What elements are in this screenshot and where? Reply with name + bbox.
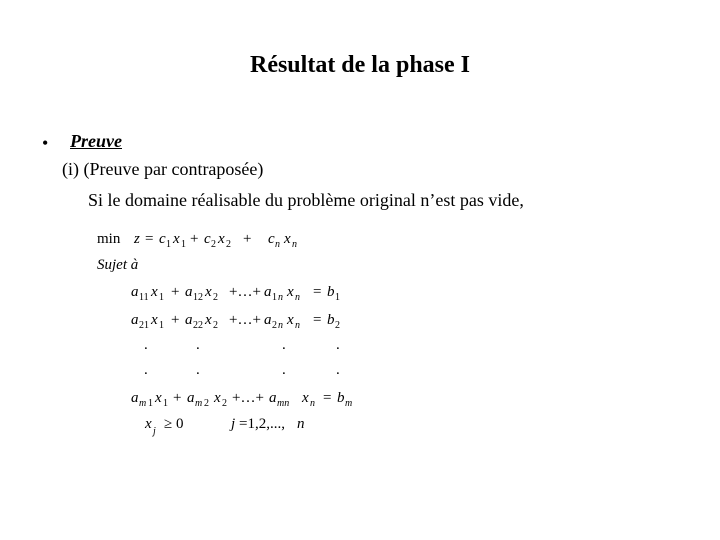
subject-to-label: Sujet à bbox=[97, 257, 139, 273]
svg-text:x: x bbox=[151, 312, 158, 328]
svg-text:n: n bbox=[310, 398, 315, 409]
svg-text:1: 1 bbox=[166, 239, 171, 250]
svg-text:x: x bbox=[205, 284, 212, 300]
nonnegativity-row bbox=[144, 416, 305, 437]
svg-text:n: n bbox=[297, 416, 305, 432]
svg-text:=1,2,...,: =1,2,..., bbox=[239, 416, 285, 432]
section-label-preuve: Preuve bbox=[70, 131, 122, 151]
svg-text:+: + bbox=[173, 390, 182, 406]
svg-text:b: b bbox=[327, 284, 335, 300]
svg-text:22: 22 bbox=[193, 320, 203, 331]
svg-text:a: a bbox=[131, 284, 139, 300]
svg-text:m: m bbox=[195, 398, 203, 409]
svg-text:x: x bbox=[155, 390, 162, 406]
svg-text:=: = bbox=[323, 390, 332, 406]
svg-text:b: b bbox=[327, 312, 335, 328]
svg-text:+…+: +…+ bbox=[232, 390, 264, 406]
svg-text:x: x bbox=[287, 284, 294, 300]
svg-text:2: 2 bbox=[211, 239, 216, 250]
svg-text:a: a bbox=[185, 312, 193, 328]
svg-text:2: 2 bbox=[204, 398, 209, 409]
svg-text:mn: mn bbox=[277, 398, 290, 409]
svg-text:a: a bbox=[131, 390, 139, 406]
svg-text:x: x bbox=[145, 416, 152, 432]
proof-line-domain: Si le domaine réalisable du problème original n’est pas vide, bbox=[88, 190, 524, 210]
svg-text:a: a bbox=[264, 312, 272, 328]
svg-text:x: x bbox=[205, 312, 212, 328]
svg-text:12: 12 bbox=[193, 292, 203, 303]
svg-text:n: n bbox=[295, 292, 300, 303]
svg-text:.: . bbox=[144, 362, 148, 378]
svg-text:.: . bbox=[196, 362, 200, 378]
svg-text:a: a bbox=[269, 390, 277, 406]
svg-text:+: + bbox=[171, 312, 180, 328]
svg-text:1: 1 bbox=[163, 398, 168, 409]
svg-text:a: a bbox=[131, 312, 139, 328]
proof-line-contraposition: (i) (Preuve par contraposée) bbox=[62, 159, 264, 179]
svg-text:≥ 0: ≥ 0 bbox=[164, 416, 184, 432]
svg-text:1: 1 bbox=[181, 239, 186, 250]
svg-text:2: 2 bbox=[272, 320, 277, 331]
slide-title: Résultat de la phase I bbox=[249, 52, 471, 78]
svg-text:n: n bbox=[295, 320, 300, 331]
svg-text:x: x bbox=[284, 231, 291, 247]
svg-text:c: c bbox=[268, 231, 275, 247]
svg-text:x: x bbox=[173, 231, 180, 247]
svg-text:a: a bbox=[187, 390, 195, 406]
svg-text:min: min bbox=[97, 231, 121, 247]
svg-text:21: 21 bbox=[139, 320, 149, 331]
svg-text:b: b bbox=[337, 390, 345, 406]
svg-text:x: x bbox=[214, 390, 221, 406]
svg-text:z: z bbox=[134, 231, 140, 247]
svg-text:.: . bbox=[336, 337, 340, 353]
svg-text:+: + bbox=[190, 231, 199, 247]
svg-text:+…+: +…+ bbox=[229, 284, 261, 300]
svg-text:2: 2 bbox=[335, 320, 340, 331]
svg-text:a: a bbox=[185, 284, 193, 300]
svg-text:+: + bbox=[243, 231, 252, 247]
constraint-row-1 bbox=[131, 284, 340, 303]
svg-text:.: . bbox=[336, 362, 340, 378]
svg-text:+…+: +…+ bbox=[229, 312, 261, 328]
svg-text:+: + bbox=[171, 284, 180, 300]
svg-text:j: j bbox=[231, 416, 236, 432]
constraint-row-2 bbox=[131, 312, 340, 331]
svg-text:.: . bbox=[282, 362, 286, 378]
svg-text:a: a bbox=[264, 284, 272, 300]
svg-text:x: x bbox=[151, 284, 158, 300]
svg-text:m: m bbox=[139, 398, 147, 409]
svg-text:1: 1 bbox=[148, 398, 153, 409]
svg-text:2: 2 bbox=[222, 398, 227, 409]
svg-text:1: 1 bbox=[272, 292, 277, 303]
svg-text:11: 11 bbox=[139, 292, 149, 303]
svg-text:2: 2 bbox=[213, 320, 218, 331]
svg-text:n: n bbox=[278, 320, 283, 331]
svg-text:n: n bbox=[275, 239, 280, 250]
svg-text:1: 1 bbox=[159, 320, 164, 331]
svg-text:j: j bbox=[153, 426, 156, 437]
svg-text:n: n bbox=[278, 292, 283, 303]
svg-text:1: 1 bbox=[335, 292, 340, 303]
ellipsis-rows bbox=[144, 337, 340, 378]
svg-text:=: = bbox=[313, 284, 322, 300]
svg-text:x: x bbox=[287, 312, 294, 328]
svg-text:1: 1 bbox=[159, 292, 164, 303]
svg-text:x: x bbox=[218, 231, 225, 247]
svg-text:m: m bbox=[345, 398, 353, 409]
svg-text:c: c bbox=[204, 231, 211, 247]
bullet-marker: • bbox=[42, 133, 49, 153]
svg-text:x: x bbox=[302, 390, 309, 406]
svg-text:2: 2 bbox=[213, 292, 218, 303]
svg-text:=: = bbox=[313, 312, 322, 328]
svg-text:.: . bbox=[282, 337, 286, 353]
objective-row bbox=[97, 231, 297, 250]
svg-text:.: . bbox=[196, 337, 200, 353]
svg-text:n: n bbox=[292, 239, 297, 250]
svg-text:c: c bbox=[159, 231, 166, 247]
svg-text:2: 2 bbox=[226, 239, 231, 250]
constraint-row-m bbox=[131, 390, 352, 409]
svg-text:.: . bbox=[144, 337, 148, 353]
svg-text:=: = bbox=[145, 231, 154, 247]
